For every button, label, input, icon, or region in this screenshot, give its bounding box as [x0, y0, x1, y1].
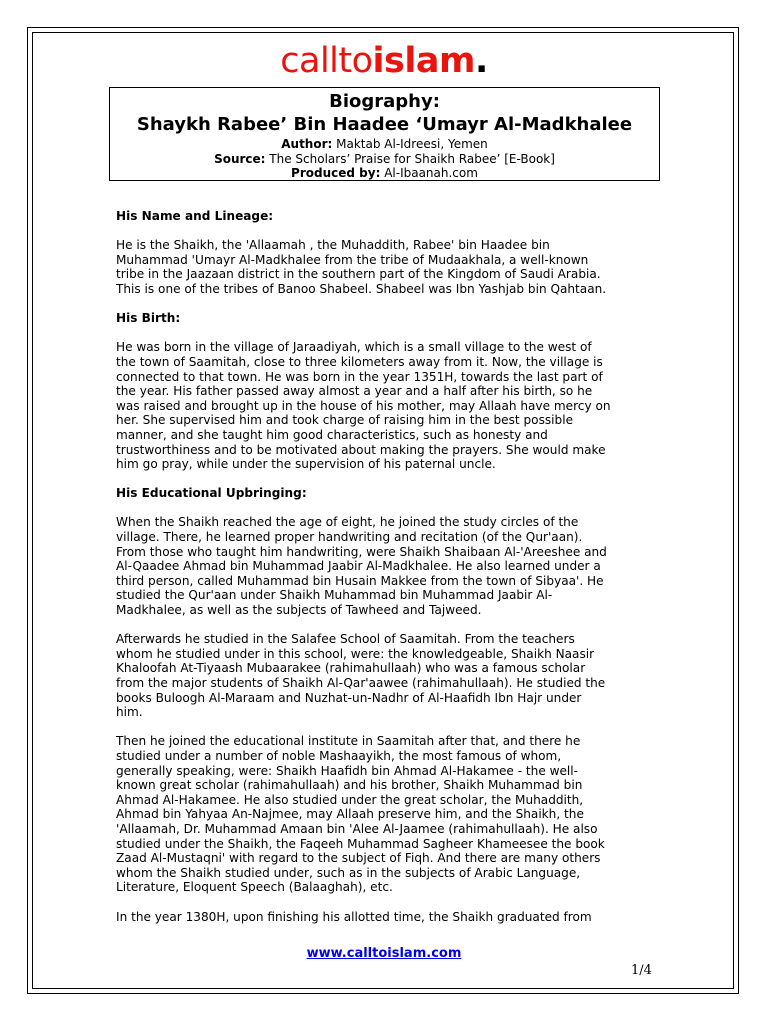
text-line: connected to that town. He was born in the year 1351H, towards the last part of	[116, 369, 603, 384]
section-heading-education: His Educational Upbringing:	[116, 486, 307, 501]
section-heading-name: His Name and Lineage:	[116, 209, 274, 223]
text-line: When the Shaikh reached the age of eight, he joined the study circles of the	[116, 515, 579, 530]
text-line: He was born in the village of Jaraadiyah, which is a small village to the west of	[116, 340, 592, 355]
paragraph-education-4	[116, 910, 656, 925]
paragraph-education-1	[116, 515, 656, 617]
text-line: the town of Saamitah, close to three kilometers away from it. Now, the village is	[116, 354, 603, 369]
text-line: from the major students of Shaikh Al-Qar'aawee (rahimahullaah). He studied the	[116, 676, 606, 690]
document-subtitle: Shaykh Rabee’ Bin Haadee ‘Umayr Al-Madkhalee	[136, 114, 633, 135]
page-number: 1/4	[631, 963, 652, 978]
text-line: Literature, Eloquent Speech (Balaaghah), etc.	[116, 880, 393, 895]
text-line: Al-Qaadee Ahmad bin Muhammad Jaabir Al-Madkhalee. He also learned under a	[116, 559, 601, 574]
text-line: He is the Shaikh, the 'Allaamah , the Muhaddith, Rabee' bin Haadee bin	[116, 238, 550, 253]
text-line: In the year 1380H, upon finishing his allotted time, the Shaikh graduated from	[116, 909, 592, 924]
text-line: Khaloofah At-Tiyaash Mubaarakee (rahimahullaah) who was a famous scholar	[116, 661, 586, 676]
text-line: known great scholar (rahimahullaah) and his brother, Shaikh Muhammad bin	[116, 778, 583, 793]
calltoislam-logo: calltoislam.	[280, 41, 488, 81]
paragraph-education-3	[116, 734, 656, 895]
text-line: him go pray, while under the supervision of his paternal uncle.	[116, 457, 496, 472]
source-line: Source: The Scholars’ Praise for Shaikh Rabee’ [E-Book]	[214, 151, 555, 166]
text-line: whom the Shaikh studied under, such as in the subjects of Arabic Language,	[116, 865, 581, 880]
website-link[interactable]: www.calltoislam.com	[306, 946, 462, 961]
text-line: From those who taught him handwriting, were Shaikh Shaibaan Al-'Areeshee and	[116, 544, 607, 559]
text-line: 'Allaamah, Dr. Muhammad Amaan bin 'Alee Al-Jaamee (rahimahullaah). He also	[116, 821, 598, 836]
text-line: books Buloogh Al-Maraam and Nuzhat-un-Nadhr of Al-Haafidh Ibn Hajr under	[116, 690, 582, 705]
text-line: tribe in the Jaazaan district in the southern part of the Kingdom of Saudi Arabia.	[116, 267, 601, 282]
text-line: third person, called Muhammad bin Husain Makkee from the town of Sibyaa'. He	[116, 573, 604, 588]
produced-by-line: Produced by: Al-Ibaanah.com	[291, 166, 478, 180]
text-line: manner, and she taught him good characteristics, such as honesty and	[116, 427, 548, 442]
text-line: whom he studied under in this school, were: the knowledgeable, Shaikh Naasir	[116, 646, 595, 661]
text-line: studied under a number of noble Mashaayikh, the most famous of whom,	[116, 748, 562, 763]
text-line: him.	[116, 705, 143, 720]
author-line: Author: Maktab Al-Idreesi, Yemen	[281, 137, 488, 151]
text-line: generally speaking, were: Shaikh Haafidh bin Ahmad Al-Hakamee - the well-	[116, 763, 579, 778]
paragraph-education-2	[116, 632, 656, 720]
text-line: Ahmad Al-Hakamee. He also studied under the great scholar, the Muhaddith,	[116, 792, 584, 807]
text-line: studied the Qur'aan under Shaikh Muhammad bin Muhammad Jaabir Al-	[116, 588, 553, 603]
text-line: studied under the Shaikh, the Faqeeh Muhammad Sagheer Khameesee the book	[116, 836, 605, 851]
paragraph-name-lineage	[116, 238, 656, 296]
document-body	[116, 209, 656, 939]
text-line: was raised and brought up in the house of his mother, may Allaah have mercy on	[116, 398, 611, 413]
text-line: her. She supervised him and took charge of raising him in the best possible	[116, 413, 574, 428]
text-line: Afterwards he studied in the Salafee School of Saamitah. From the teachers	[116, 632, 575, 647]
text-line: Ahmad bin Yahyaa An-Najmee, may Allaah preserve him, and the Shaikh, the	[116, 807, 584, 822]
section-heading-birth: His Birth:	[116, 311, 181, 326]
text-line: village. There, he learned proper handwriting and recitation (of the Qur'aan).	[116, 530, 583, 545]
title-box	[109, 87, 660, 181]
text-line: Madkhalee, as well as the subjects of Tawheed and Tajweed.	[116, 603, 482, 618]
paragraph-birth	[116, 340, 656, 471]
text-line: Zaad Al-Mustaqni' with regard to the subject of Fiqh. And there are many others	[116, 851, 601, 866]
document-title: Biography:	[329, 91, 440, 112]
text-line: Then he joined the educational institute in Saamitah after that, and there he	[116, 734, 581, 749]
text-line: the year. His father passed away almost a year and a half after his birth, so he	[116, 384, 593, 399]
text-line: This is one of the tribes of Banoo Shabeel. Shabeel was Ibn Yashjab bin Qahtaan.	[116, 281, 607, 296]
text-line: trustworthiness and to be motivated about making the prayers. She would make	[116, 442, 606, 457]
text-line: Muhammad 'Umayr Al-Madkhalee from the tribe of Mudaakhala, a well-known	[116, 252, 589, 267]
